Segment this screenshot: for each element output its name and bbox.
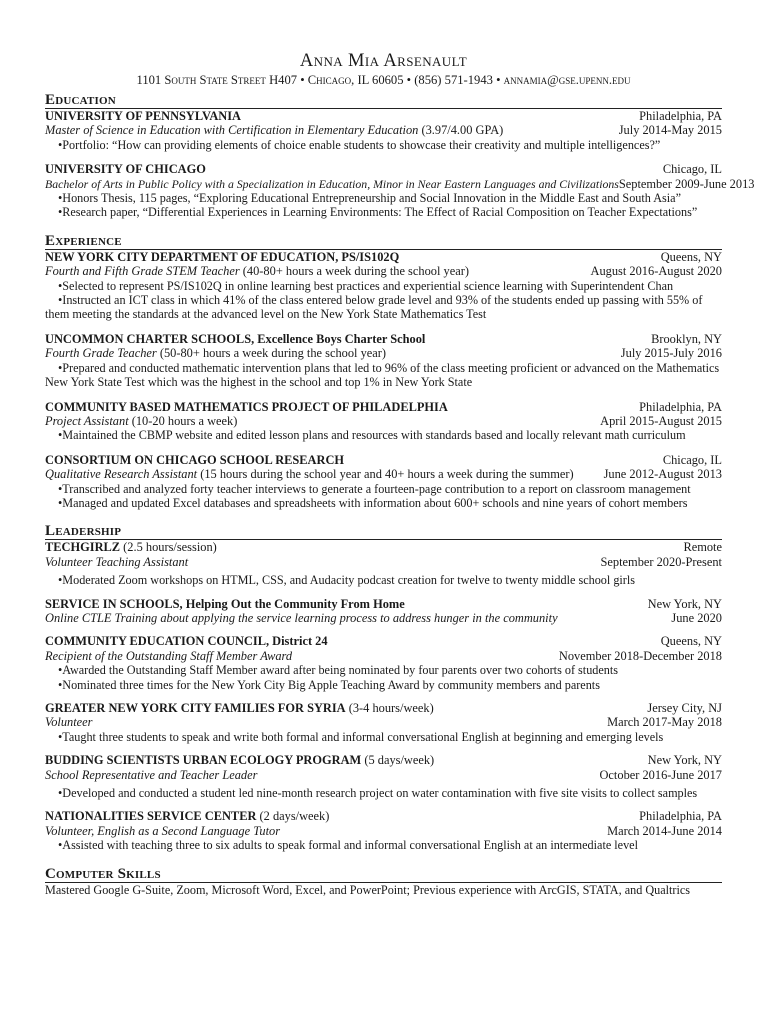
- organization-hours: (2.5 hours/session): [120, 540, 217, 555]
- entry-role-detail: (3.97/4.00 GPA): [418, 123, 504, 138]
- entry-role-detail: (50-80+ hours a week during the school year): [156, 346, 387, 361]
- resume-body: [45, 92, 755, 897]
- entry-role-wrap: [45, 555, 188, 569]
- skills-heading: Computer Skills: [45, 866, 722, 883]
- experience-heading: Experience: [45, 233, 722, 250]
- entry-bullet: •Taught three students to speak and write both formal and informal conversational English at beginning and emerging levels: [58, 729, 664, 744]
- entry-org-wrap: [45, 753, 434, 767]
- organization-name: COMMUNITY BASED MATHEMATICS PROJECT OF PHILADELPHIA: [45, 399, 448, 414]
- resume-name: Anna Mia Arsenault: [299, 51, 468, 71]
- entry-dates: November 2018-December 2018: [558, 648, 722, 663]
- entry-role: Fourth Grade Teacher: [45, 346, 157, 361]
- entry-role-wrap: [45, 264, 469, 278]
- entry-dates: September 2009-June 2013: [618, 176, 755, 191]
- entry-role: Online CTLE Training about applying the service learning process to address hunger in the community: [45, 610, 558, 625]
- entry-role: Master of Science in Education with Certification in Elementary Education: [45, 123, 419, 138]
- entry-role-wrap: [45, 346, 386, 360]
- entry-bullet: •Awarded the Outstanding Staff Member award after being nominated by four parents over two cohorts of students: [58, 663, 619, 678]
- entry-bullet: •Assisted with teaching three to six adults to speak formal and informal conversational English at an intermediate level: [58, 838, 638, 853]
- entry: [45, 809, 722, 852]
- entry-header-row: [45, 809, 722, 823]
- entry-role-row: [45, 176, 755, 191]
- entry-role-wrap: [45, 611, 558, 625]
- organization-name: NEW YORK CITY DEPARTMENT OF EDUCATION, PS/IS102Q: [45, 249, 400, 264]
- entry-header-row: [45, 540, 722, 554]
- organization-hours: (5 days/week): [361, 753, 435, 768]
- entry-org-wrap: [45, 540, 217, 554]
- entry-dates: April 2015-August 2015: [600, 413, 722, 428]
- entry-bullet: •Selected to represent PS/IS102Q in online learning best practices and experiential science learning with Superintendent Chan: [58, 278, 674, 293]
- entry-org-wrap: [45, 332, 425, 346]
- entry-header-row: [45, 753, 722, 767]
- experience-section: [45, 233, 722, 511]
- skills-section: [45, 866, 722, 897]
- organization-name: TECHGIRLZ: [45, 540, 121, 555]
- entry-dates: March 2014-June 2014: [607, 823, 722, 838]
- entry-role-detail: (10-20 hours a week): [128, 413, 238, 428]
- entry-header-row: [45, 109, 722, 123]
- entry-dates: March 2017-May 2018: [607, 715, 722, 730]
- entry-role-row: [45, 467, 722, 481]
- entry-role-row: [45, 768, 722, 782]
- education-section: [45, 92, 755, 220]
- entry-bullet: •Managed and updated Excel databases and spreadsheets with information about 600+ schools and nine years of cohort members: [58, 495, 688, 510]
- contact-line: 1101 South State Street H407 • Chicago, IL 60605 • (856) 571-1943 • annamia@gse.upenn.edu: [136, 73, 631, 87]
- entry-header-row: [45, 250, 722, 264]
- entry-role-row: [45, 123, 722, 137]
- entry-role-wrap: [45, 177, 619, 191]
- entry-role: Recipient of the Outstanding Staff Member Award: [45, 648, 293, 663]
- entry-bullet: •Moderated Zoom workshops on HTML, CSS, and Audacity podcast creation for twelve to twenty middle school girls: [58, 573, 635, 588]
- entry: [45, 400, 722, 443]
- entry-org-wrap: [45, 109, 241, 123]
- entry-role: Volunteer Teaching Assistant: [45, 554, 189, 569]
- entry-role-wrap: [45, 467, 574, 481]
- entry-org-wrap: [45, 250, 399, 264]
- resume-page: [45, 50, 755, 897]
- organization-name: UNIVERSITY OF CHICAGO: [45, 162, 206, 177]
- entry-role-row: [45, 715, 722, 729]
- skills-text: Mastered Google G-Suite, Zoom, Microsoft Word, Excel, and PowerPoint; Previous experience with ArcGIS, STATA, and Qualtrics: [45, 882, 691, 897]
- entry-role: Volunteer, English as a Second Language Tutor: [45, 823, 281, 838]
- entry-role-row: [45, 264, 722, 278]
- entry-role-wrap: [45, 123, 503, 137]
- entry-bullet: •Prepared and conducted mathematic intervention plans that led to 96% of the class meeting proficient or advanced on the Mathematics New York State Test which was the highest in the school and top 1% in New York State: [45, 360, 720, 390]
- entry-dates: October 2016-June 2017: [599, 767, 722, 782]
- entry-role: Project Assistant: [45, 413, 129, 428]
- entry-role: Bachelor of Arts in Public Policy with a Specialization in Education, Minor in Near Eastern Languages and Civilizations: [45, 176, 619, 191]
- entry: [45, 634, 722, 692]
- organization-hours: (2 days/week): [256, 809, 330, 824]
- entry-role-wrap: [45, 768, 257, 782]
- leadership-heading: Leadership: [45, 523, 722, 540]
- entry-bullet: •Transcribed and analyzed forty teacher interviews to generate a fourteen-page contribution to a report on classroom management: [58, 481, 691, 496]
- entry-dates: June 2012-August 2013: [603, 467, 722, 482]
- organization-name: UNCOMMON CHARTER SCHOOLS, Excellence Boys Charter School: [45, 331, 426, 346]
- entry-header-row: [45, 597, 722, 611]
- entry-org-wrap: [45, 701, 434, 715]
- entry-org-wrap: [45, 453, 344, 467]
- entry-header-row: [45, 400, 722, 414]
- entry-location: Chicago, IL: [662, 452, 722, 467]
- entry-role-row: [45, 824, 722, 838]
- entry-location: Chicago, IL: [662, 162, 722, 177]
- entry-role-wrap: [45, 649, 292, 663]
- entry-bullet: •Developed and conducted a student led nine-month research project on water contamination with five site visits to collect samples: [58, 786, 698, 801]
- organization-name: GREATER NEW YORK CITY FAMILIES FOR SYRIA: [45, 701, 346, 715]
- entry-bullet: •Nominated three times for the New York City Big Apple Teaching Award by community members and parents: [58, 677, 600, 692]
- entry-dates: July 2014-May 2015: [618, 123, 722, 138]
- entry-dates: August 2016-August 2020: [590, 264, 722, 279]
- entry-location: Remote: [683, 540, 722, 555]
- leadership-section: [45, 523, 722, 852]
- entry-location: Queens, NY: [660, 249, 722, 264]
- entry-location: Philadelphia, PA: [639, 109, 722, 123]
- entry-role-detail: (15 hours during the school year and 40+ hours a week during the summer): [197, 467, 574, 482]
- organization-hours: (3-4 hours/week): [345, 701, 434, 715]
- entry-location: Jersey City, NJ: [647, 701, 722, 715]
- entry-role-row: [45, 346, 722, 360]
- entry-role-row: [45, 555, 722, 569]
- entry-role: Qualitative Research Assistant: [45, 467, 198, 482]
- entry-role-row: [45, 649, 722, 663]
- entry-header-row: [45, 332, 722, 346]
- education-heading: Education: [45, 92, 722, 109]
- organization-name: UNIVERSITY OF PENNSYLVANIA: [45, 109, 241, 123]
- entry-role-detail: (40-80+ hours a week during the school year): [239, 264, 469, 279]
- entry-org-wrap: [45, 400, 448, 414]
- entry-location: New York, NY: [647, 753, 722, 768]
- entry: [45, 753, 722, 800]
- entry-location: Brooklyn, NY: [651, 331, 722, 346]
- entry: [45, 597, 722, 626]
- entry-bullet: •Portfolio: “How can providing elements of choice enable students to showcase their creativity and multiple intelligences?”: [58, 137, 661, 152]
- entry-org-wrap: [45, 597, 405, 611]
- entry: [45, 540, 722, 587]
- entry-header-row: [45, 634, 722, 648]
- entry-dates: July 2015-July 2016: [620, 346, 722, 361]
- entry-org-wrap: [45, 162, 206, 176]
- entry-bullet: •Research paper, “Differential Experiences in Learning Environments: The Effect of Racial Composition on Teacher Expectations”: [58, 205, 698, 220]
- entry-role-wrap: [45, 715, 93, 729]
- entry: [45, 109, 722, 152]
- entry-header-row: [45, 453, 722, 467]
- entry: [45, 250, 722, 322]
- entry-org-wrap: [45, 634, 328, 648]
- organization-name: COMMUNITY EDUCATION COUNCIL, District 24: [45, 634, 328, 649]
- organization-name: SERVICE IN SCHOOLS, Helping Out the Community From Home: [45, 596, 405, 611]
- organization-name: CONSORTIUM ON CHICAGO SCHOOL RESEARCH: [45, 452, 345, 467]
- entry-dates: June 2020: [671, 610, 722, 625]
- entry-header-row: [45, 162, 722, 176]
- entry: [45, 453, 722, 511]
- entry-role: Volunteer: [45, 715, 93, 730]
- entry-location: New York, NY: [647, 596, 722, 611]
- entry-role: School Representative and Teacher Leader: [45, 767, 258, 782]
- entry-dates: September 2020-Present: [600, 554, 722, 569]
- entry-org-wrap: [45, 809, 329, 823]
- entry-location: Queens, NY: [660, 634, 722, 649]
- entry-location: Philadelphia, PA: [639, 809, 722, 824]
- entry-role-row: [45, 611, 722, 625]
- entry-role-wrap: [45, 824, 280, 838]
- organization-name: NATIONALITIES SERVICE CENTER: [45, 809, 257, 824]
- entry-role-wrap: [45, 414, 237, 428]
- entry-bullet: •Instructed an ICT class in which 41% of the class entered below grade level and 93% of the students ended up passing with 55% of them meeting the standards at the advanced level on the New York State Mathematics Test: [45, 293, 703, 322]
- entry-role-row: [45, 414, 722, 428]
- entry: [45, 162, 755, 220]
- entry-bullet: •Maintained the CBMP website and edited lesson plans and resources with standards based and locally relevant math curriculum: [58, 428, 686, 443]
- organization-name: BUDDING SCIENTISTS URBAN ECOLOGY PROGRAM: [45, 753, 362, 768]
- entry: [45, 701, 722, 744]
- entry: [45, 332, 722, 390]
- entry-bullet: •Honors Thesis, 115 pages, “Exploring Educational Entrepreneurship and Social Innovation in the Middle East and South Asia”: [58, 191, 681, 206]
- entry-role: Fourth and Fifth Grade STEM Teacher: [45, 264, 240, 279]
- entry-location: Philadelphia, PA: [639, 399, 722, 414]
- entry-header-row: [45, 701, 722, 715]
